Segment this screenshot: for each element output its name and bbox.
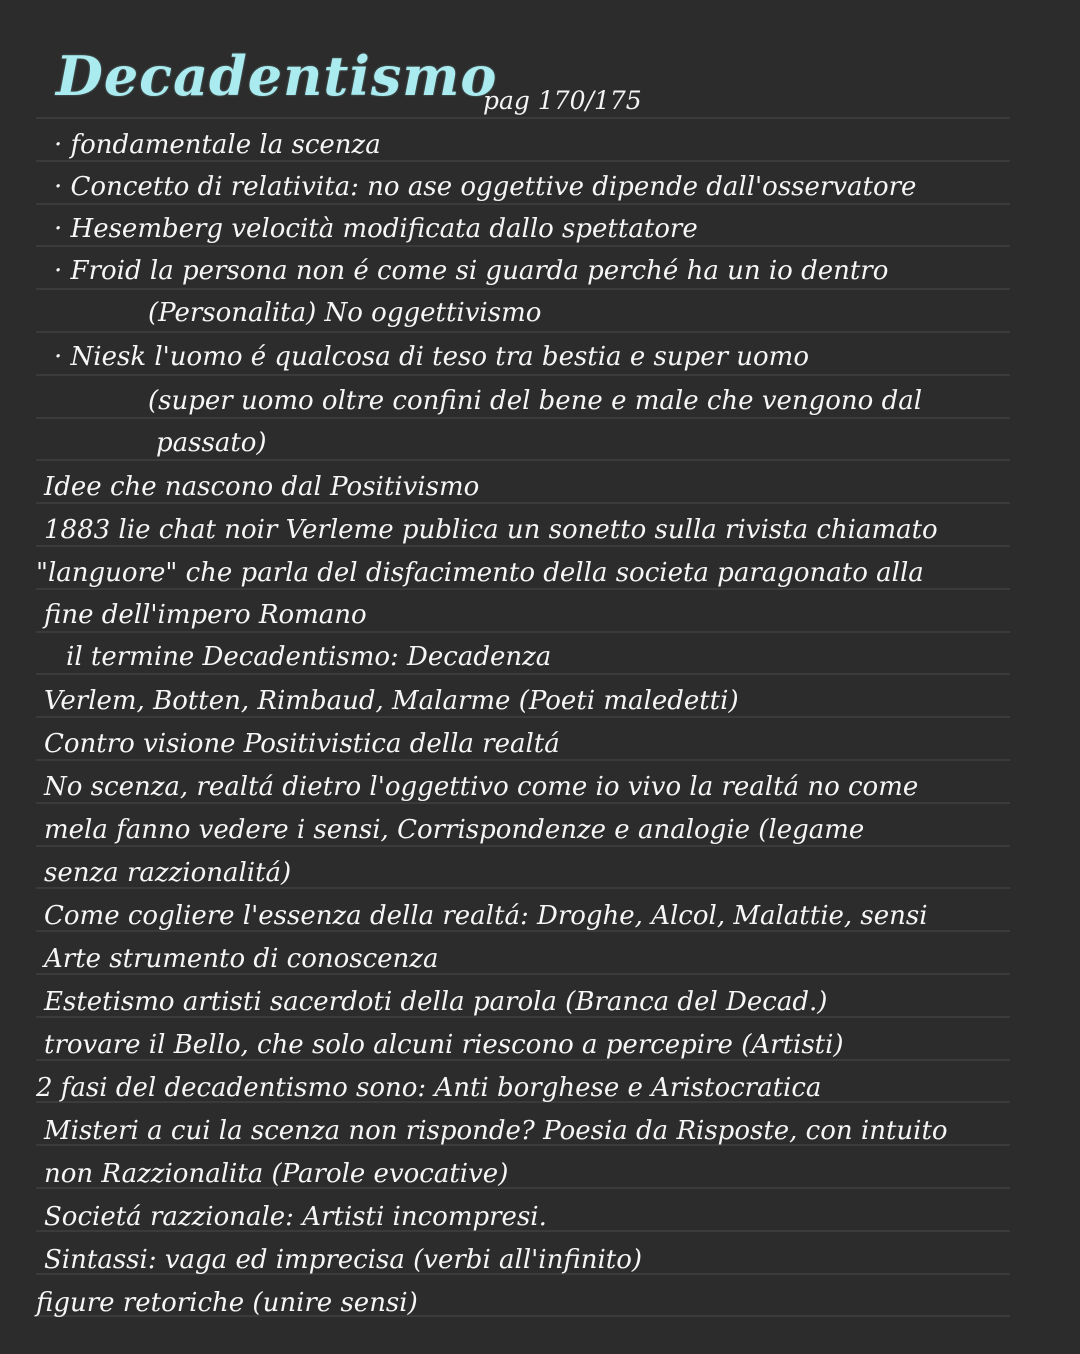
- page-reference: pag 170/175: [483, 86, 642, 115]
- note-line: senza razzionalitá): [44, 858, 292, 888]
- note-line: No scenza, realtá dietro l'oggettivo come io vivo la realtá no come: [44, 772, 919, 802]
- note-line: il termine Decadentismo: Decadenza: [66, 642, 552, 672]
- note-line: · Concetto di relativita: no ase oggettive dipende dall'osservatore: [54, 172, 917, 202]
- note-line: 2 fasi del decadentismo sono: Anti borghese e Aristocratica: [36, 1073, 822, 1103]
- note-line: Estetismo artisti sacerdoti della parola (Branca del Decad.): [44, 987, 828, 1017]
- note-line: 1883 lie chat noir Verleme publica un sonetto sulla rivista chiamato: [44, 515, 938, 545]
- note-line: "languore" che parla del disfacimento della societa paragonato alla: [36, 558, 924, 588]
- note-line: Sintassi: vaga ed imprecisa (verbi all'infinito): [44, 1245, 643, 1275]
- note-line: · Niesk l'uomo é qualcosa di teso tra bestia e super uomo: [54, 342, 809, 372]
- note-line: Societá razzionale: Artisti incompresi.: [44, 1202, 547, 1232]
- note-line: figure retoriche (unire sensi): [36, 1288, 418, 1318]
- note-line: non Razzionalita (Parole evocative): [44, 1159, 509, 1189]
- note-line: · Froid la persona non é come si guarda perché ha un io dentro: [54, 256, 889, 286]
- page-title: Decadentismo: [56, 44, 498, 108]
- note-line: Contro visione Positivistica della realtá: [44, 729, 560, 759]
- note-line: Misteri a cui la scenza non risponde? Poesia da Risposte, con intuito: [44, 1116, 948, 1146]
- note-line: fine dell'impero Romano: [44, 600, 367, 630]
- note-line: · fondamentale la scenza: [54, 130, 381, 160]
- note-line: trovare il Bello, che solo alcuni riescono a percepire (Artisti): [44, 1030, 844, 1060]
- note-line: Arte strumento di conoscenza: [44, 944, 439, 974]
- note-line: (Personalita) No oggettivismo: [148, 298, 542, 328]
- note-line: · Hesemberg velocità modificata dallo spettatore: [54, 214, 698, 244]
- note-line: Idee che nascono dal Positivismo: [44, 472, 480, 502]
- note-line: Come cogliere l'essenza della realtá: Droghe, Alcol, Malattie, sensi: [44, 901, 928, 931]
- note-line: mela fanno vedere i sensi, Corrispondenze e analogie (legame: [44, 815, 865, 845]
- note-line: Verlem, Botten, Rimbaud, Malarme (Poeti maledetti): [44, 686, 739, 716]
- note-line: (super uomo oltre confini del bene e male che vengono dal: [148, 386, 923, 416]
- note-line: passato): [156, 428, 267, 458]
